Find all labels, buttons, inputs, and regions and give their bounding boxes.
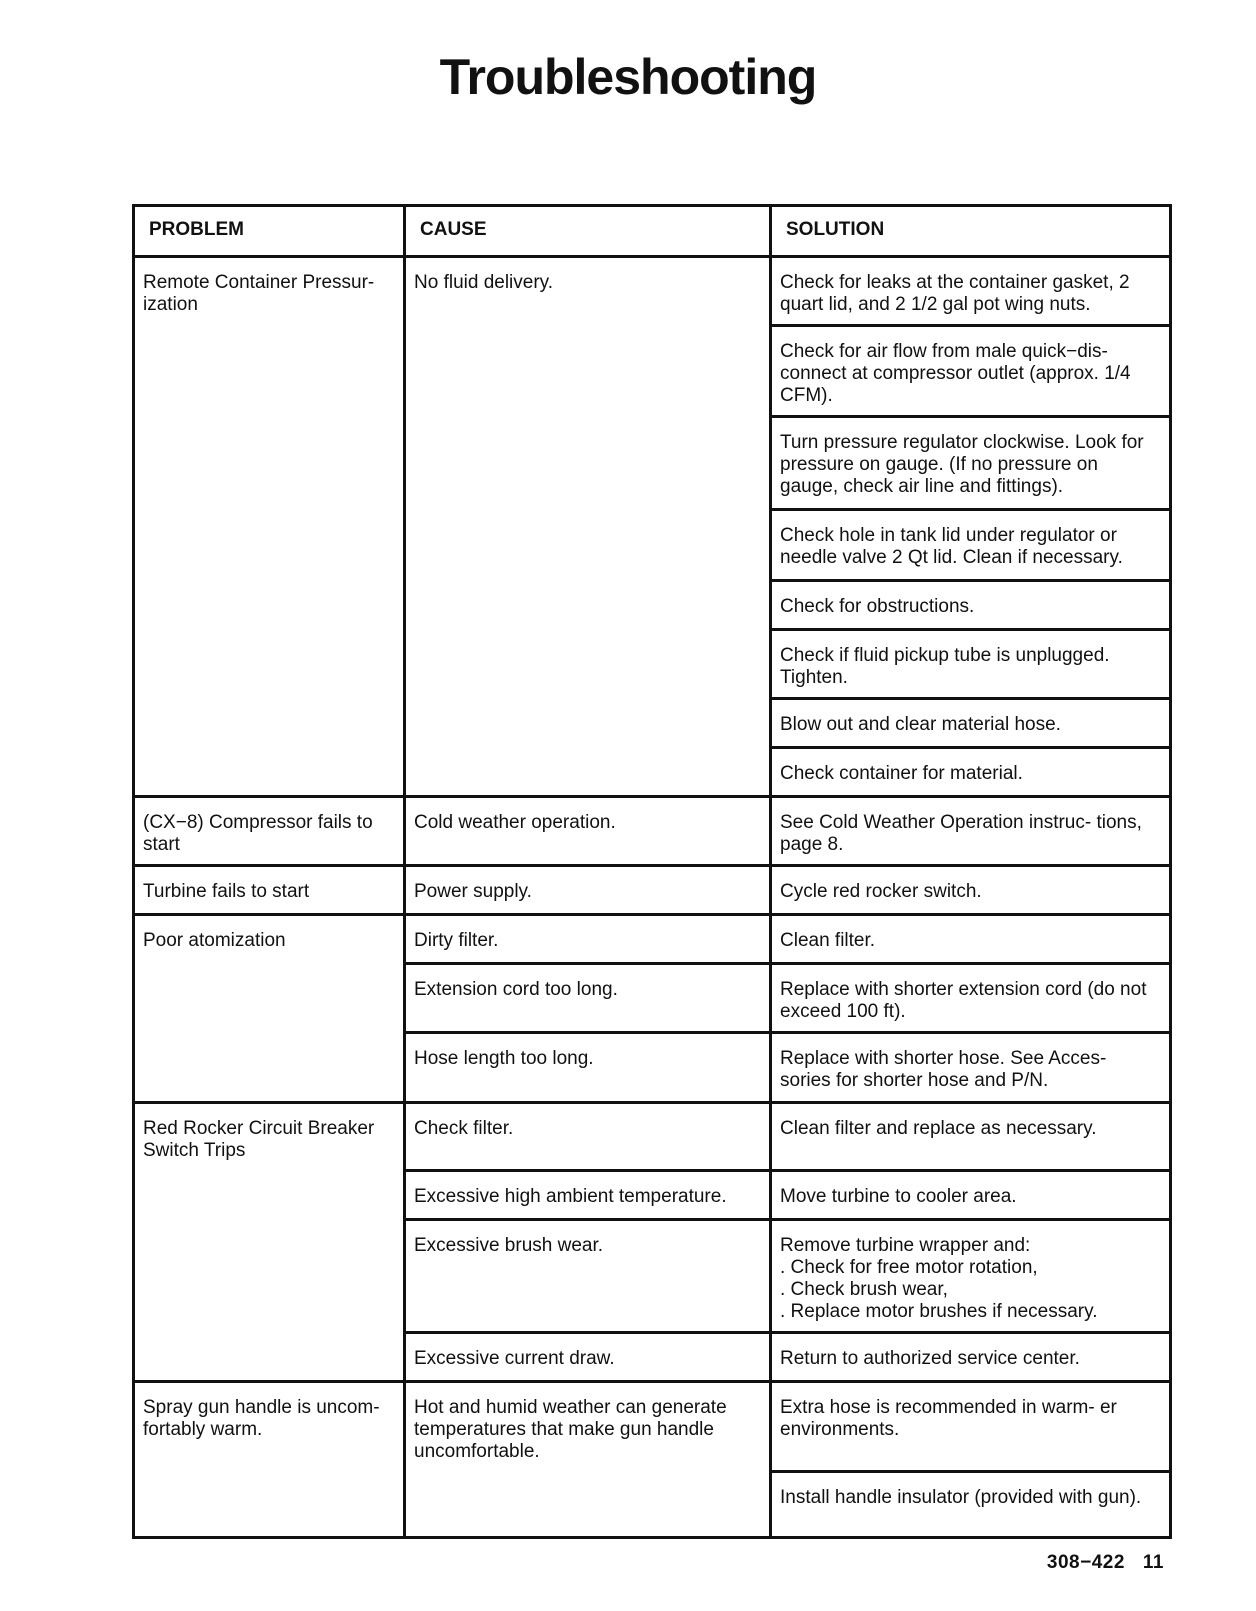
solution-cell: Blow out and clear material hose. bbox=[771, 699, 1171, 748]
solution-cell: See Cold Weather Operation instruc- tions, page 8. bbox=[771, 797, 1171, 866]
table-row bbox=[134, 915, 1171, 964]
solution-cell: Check container for material. bbox=[771, 748, 1171, 797]
cause-cell: Excessive current draw. bbox=[405, 1333, 771, 1382]
solution-cell: Clean filter and replace as necessary. bbox=[771, 1103, 1171, 1171]
table-row bbox=[134, 797, 1171, 866]
solution-cell: Install handle insulator (provided with gun). bbox=[771, 1472, 1171, 1538]
solution-cell: Check hole in tank lid under regulator or needle valve 2 Qt lid. Clean if necessary. bbox=[771, 510, 1171, 581]
solution-cell bbox=[771, 1220, 1171, 1333]
solution-cell: Cycle red rocker switch. bbox=[771, 866, 1171, 915]
solution-cell: Turn pressure regulator clockwise. Look for pressure on gauge. (If no pressure on gauge, check air line and fittings). bbox=[771, 417, 1171, 510]
header-row bbox=[134, 206, 1171, 257]
solution-line: . Check for free motor rotation, bbox=[780, 1257, 1038, 1278]
cause-cell: Check filter. bbox=[405, 1103, 771, 1171]
solution-cell: Check for air flow from male quick−dis- connect at compressor outlet (approx. 1/4 CFM). bbox=[771, 326, 1171, 417]
cause-cell: Extension cord too long. bbox=[405, 964, 771, 1033]
header-solution: SOLUTION bbox=[771, 206, 1171, 257]
page-title: Troubleshooting bbox=[439, 49, 817, 105]
cause-cell: Dirty filter. bbox=[405, 915, 771, 964]
problem-cell: Turbine fails to start bbox=[134, 866, 405, 915]
solution-cell: Return to authorized service center. bbox=[771, 1333, 1171, 1382]
solution-cell: Extra hose is recommended in warm- er environments. bbox=[771, 1382, 1171, 1472]
solution-line: Remove turbine wrapper and: bbox=[780, 1235, 1031, 1256]
table-row bbox=[134, 1382, 1171, 1472]
solution-cell: Check for obstructions. bbox=[771, 581, 1171, 630]
doc-number: 308−422 bbox=[1046, 1552, 1125, 1573]
problem-cell: Red Rocker Circuit Breaker Switch Trips bbox=[134, 1103, 405, 1382]
solution-line: . Check brush wear, bbox=[780, 1279, 948, 1300]
troubleshooting-table bbox=[132, 204, 1172, 1539]
cause-cell: Excessive high ambient temperature. bbox=[405, 1171, 771, 1220]
page-number: 11 bbox=[1142, 1552, 1164, 1573]
problem-cell: (CX−8) Compressor fails to start bbox=[134, 797, 405, 866]
cause-cell: Excessive brush wear. bbox=[405, 1220, 771, 1333]
cause-cell: Hose length too long. bbox=[405, 1033, 771, 1103]
solution-line: . Replace motor brushes if necessary. bbox=[780, 1301, 1098, 1322]
cause-cell: No fluid delivery. bbox=[405, 257, 771, 797]
cause-cell: Hot and humid weather can generate temperatures that make gun handle uncomfortable. bbox=[405, 1382, 771, 1538]
problem-cell: Remote Container Pressur- ization bbox=[134, 257, 405, 797]
table-row bbox=[134, 257, 1171, 326]
solution-cell: Move turbine to cooler area. bbox=[771, 1171, 1171, 1220]
cause-cell: Power supply. bbox=[405, 866, 771, 915]
solution-cell: Check for leaks at the container gasket, 2 quart lid, and 2 1/2 gal pot wing nuts. bbox=[771, 257, 1171, 326]
cause-cell: Cold weather operation. bbox=[405, 797, 771, 866]
header-problem: PROBLEM bbox=[134, 206, 405, 257]
table-row bbox=[134, 1103, 1171, 1171]
table-row bbox=[134, 866, 1171, 915]
solution-cell: Clean filter. bbox=[771, 915, 1171, 964]
solution-cell: Replace with shorter extension cord (do not exceed 100 ft). bbox=[771, 964, 1171, 1033]
header-cause: CAUSE bbox=[405, 206, 771, 257]
page-footer bbox=[1029, 1552, 1164, 1574]
solution-cell: Check if fluid pickup tube is unplugged. Tighten. bbox=[771, 630, 1171, 699]
problem-cell: Poor atomization bbox=[134, 915, 405, 1103]
problem-cell: Spray gun handle is uncom- fortably warm. bbox=[134, 1382, 405, 1538]
solution-cell: Replace with shorter hose. See Acces- sories for shorter hose and P/N. bbox=[771, 1033, 1171, 1103]
